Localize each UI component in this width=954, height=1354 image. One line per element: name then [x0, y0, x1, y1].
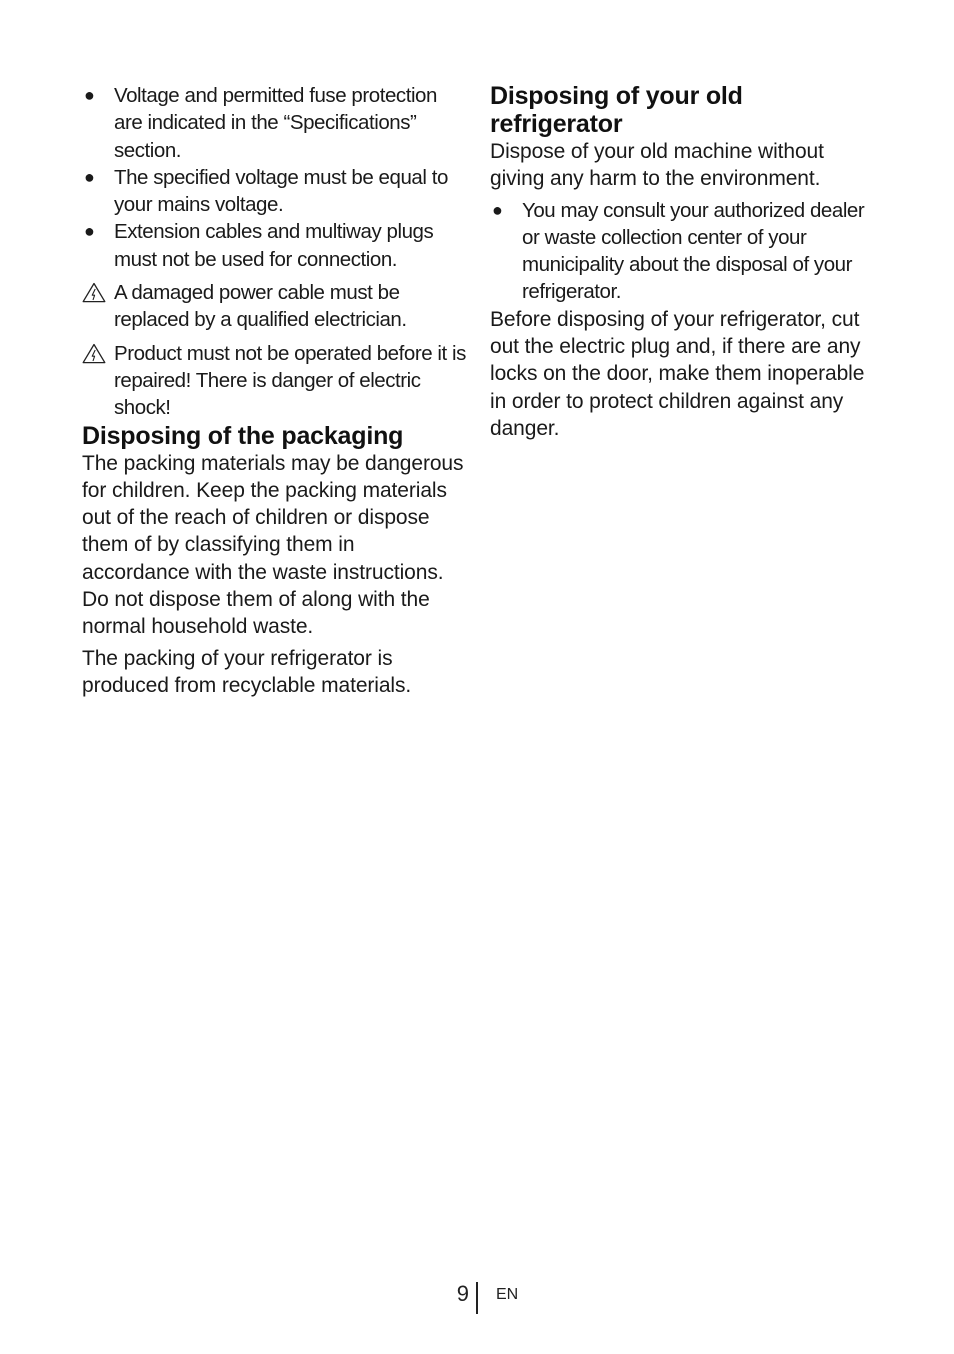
page-number: 9 — [456, 1281, 469, 1306]
list-item — [82, 164, 466, 219]
intro-paragraph: Dispose of your old machine without giving any harm to the environment. — [490, 140, 824, 191]
warning-text: A damaged power cable must be replaced by a qualified electrician. — [114, 281, 407, 332]
bullet-dot: ● — [84, 85, 95, 105]
page-footer — [0, 1282, 954, 1316]
warning-text: Product must not be operated before it is repaired! There is danger of electric shock! — [114, 341, 466, 420]
bullet-dot: ● — [492, 199, 503, 220]
list-item — [82, 82, 466, 164]
list-item — [490, 197, 874, 306]
footer-divider — [476, 1282, 478, 1314]
warning-triangle-icon — [82, 282, 106, 303]
bullet-text: The specified voltage must be equal to your mains voltage. — [114, 165, 448, 217]
language-code: EN — [496, 1286, 519, 1303]
bullet-dot: ● — [84, 221, 95, 242]
packaging-paragraph: The packing of your refrigerator is produced from recyclable materials. — [82, 646, 412, 697]
bullet-text: Extension cables and multiway plugs must not be used for connection. — [114, 220, 434, 271]
old-refrigerator-heading: Disposing of your old refrigerator — [490, 82, 743, 138]
warning-item — [82, 340, 466, 422]
power-bullet-list — [82, 82, 466, 273]
disposal-bullet-list — [490, 197, 874, 306]
right-column — [490, 82, 874, 442]
bullet-text: You may consult your authorized dealer or waste collection center of your municipality about the disposal of your refrigerator. — [522, 198, 865, 304]
bullet-dot: ● — [84, 166, 95, 187]
warning-item — [82, 279, 466, 334]
list-item — [82, 218, 466, 273]
packaging-paragraph: The packing materials may be dangerous for children. Keep the packing materials out of the reach of children or dispose them of by classifying them in accordance with the waste instructions. Do not dispose them of along with the normal household waste. — [82, 451, 464, 639]
left-column — [82, 82, 466, 699]
closing-paragraph: Before disposing of your refrigerator, cut out the electric plug and, if there are any locks on the door, make them inoperable in order to protect children against any danger. — [490, 307, 865, 440]
packaging-heading: Disposing of the packaging — [82, 421, 404, 450]
bullet-text: Voltage and permitted fuse protection are indicated in the “Specifications” section. — [114, 84, 437, 162]
warning-triangle-icon — [82, 343, 106, 364]
